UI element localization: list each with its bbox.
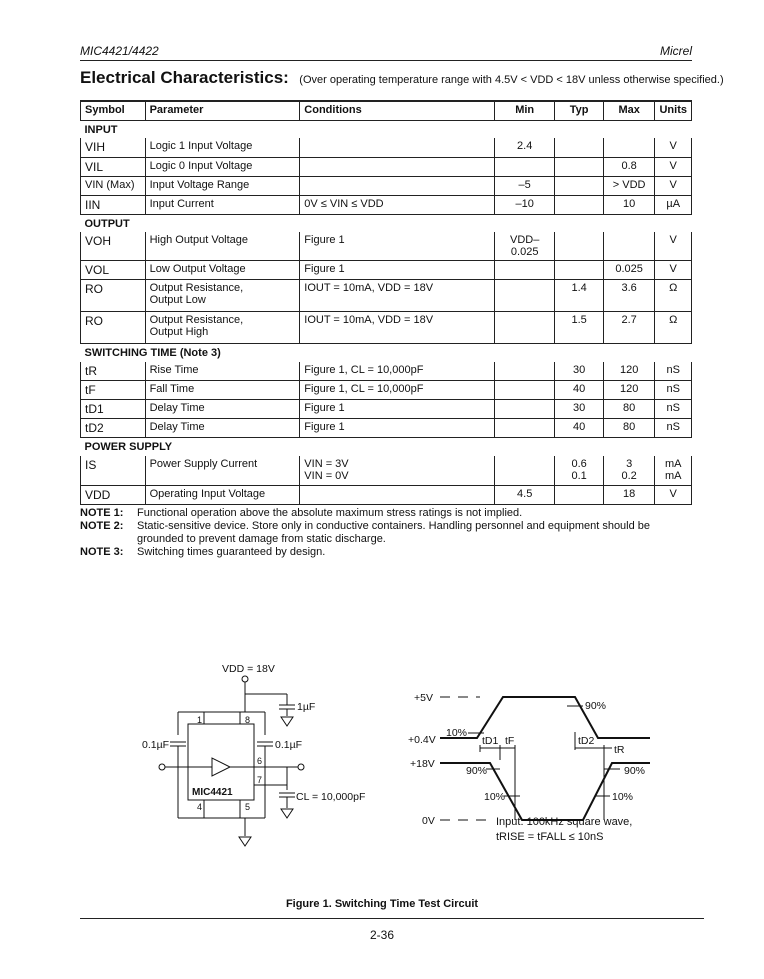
note-item [80, 546, 692, 559]
cap-1uf-label: 1µF [297, 701, 316, 713]
cell-max: 120 [603, 362, 655, 381]
cell-typ [555, 456, 603, 486]
note-label: NOTE 3: [80, 546, 124, 558]
parameter-line: Output Resistance, [149, 314, 244, 326]
note-text: Static-sensitive device. Store only in conductive containers. Handling personnel and equipment should be grounded to prevent damage from static discharge. [137, 520, 651, 545]
cell-conditions [300, 157, 495, 176]
cell-typ: 30 [555, 400, 603, 419]
col-header: Conditions [300, 101, 495, 120]
cell-typ [555, 176, 603, 195]
col-header: Typ [555, 101, 603, 120]
cell-parameter [145, 280, 300, 312]
note-item [80, 520, 692, 546]
cell-units: Ω [655, 312, 692, 344]
table-row [81, 176, 692, 195]
label-90pct-left: 90% [466, 765, 488, 777]
cell-conditions: 0V ≤ VIN ≤ VDD [300, 195, 495, 214]
cell-typ: 1.5 [555, 312, 603, 344]
section-title [80, 68, 724, 88]
vdd-label: VDD = 18V [222, 663, 275, 675]
load-cap-label: CL = 10,000pF [296, 791, 366, 803]
cell-units: V [655, 157, 692, 176]
cell-conditions: IOUT = 10mA, VDD = 18V [300, 312, 495, 344]
cell-typ [555, 232, 603, 261]
col-header: Parameter [145, 101, 300, 120]
input-terminal-icon [159, 764, 165, 770]
cap-left-label: 0.1µF [142, 739, 170, 751]
cell-max: 80 [603, 400, 655, 419]
cell-conditions [300, 138, 495, 157]
section-title-note: (Over operating temperature range with 4.5V < VDD < 18V unless otherwise specified.) [299, 74, 724, 86]
cell-units [655, 456, 692, 486]
note-text: Switching times guaranteed by design. [137, 546, 326, 558]
section-row-power [81, 438, 692, 456]
cell-min: 4.5 [494, 486, 554, 505]
cell-symbol: VOH [81, 232, 146, 261]
cell-symbol: tF [81, 381, 146, 400]
cell-symbol: VIH [81, 138, 146, 157]
label-tr: tR [614, 744, 625, 756]
table-row [81, 381, 692, 400]
cell-max: 120 [603, 381, 655, 400]
notes-block [80, 507, 692, 559]
section-label: POWER SUPPLY [84, 441, 173, 453]
section-label: SWITCHING TIME (Note 3) [84, 347, 221, 359]
label-td1: tD1 [482, 735, 499, 747]
cell-max: 18 [603, 486, 655, 505]
table-row [81, 362, 692, 381]
cell-min [494, 362, 554, 381]
cell-units: V [655, 138, 692, 157]
cell-typ [555, 486, 603, 505]
parameter-line: Output Resistance, [149, 282, 244, 294]
cell-parameter: Input Voltage Range [145, 176, 300, 195]
cell-units: nS [655, 419, 692, 438]
label-10pct-bottom-right: 10% [612, 791, 634, 803]
cap-right-label: 0.1µF [275, 739, 303, 751]
cell-units: nS [655, 381, 692, 400]
doc-part-number: MIC4421/4422 [80, 44, 159, 58]
cell-units: nS [655, 400, 692, 419]
vdd-terminal-icon [242, 676, 248, 682]
table-row [81, 138, 692, 157]
label-10pct-top: 10% [446, 727, 468, 739]
cell-typ: 1.4 [555, 280, 603, 312]
cell-conditions: Figure 1 [300, 232, 495, 261]
cell-min [494, 280, 554, 312]
cell-symbol: tR [81, 362, 146, 381]
cell-parameter: Rise Time [145, 362, 300, 381]
cell-conditions: Figure 1 [300, 261, 495, 280]
cell-conditions [300, 176, 495, 195]
footer-rule [80, 918, 704, 919]
cell-max: 10 [603, 195, 655, 214]
ground-icon [281, 809, 293, 818]
note-item [80, 507, 692, 520]
cell-parameter: Power Supply Current [145, 456, 300, 486]
note-text: Functional operation above the absolute maximum stress ratings is not implied. [137, 507, 523, 519]
table-header-row [81, 101, 692, 120]
table-row [81, 157, 692, 176]
conditions-line: VIN = 0V [304, 469, 349, 482]
doc-brand: Micrel [660, 44, 692, 58]
pin-label: 7 [257, 775, 263, 785]
cell-parameter: Input Current [145, 195, 300, 214]
parameter-line: Output Low [149, 294, 206, 306]
cell-min [494, 381, 554, 400]
cell-max: 0.025 [603, 261, 655, 280]
section-title-bold: Electrical Characteristics: [80, 68, 289, 87]
cell-parameter: Fall Time [145, 381, 300, 400]
cell-max: 2.7 [603, 312, 655, 344]
pin-label: 5 [245, 802, 251, 812]
cell-units: V [655, 261, 692, 280]
note-label: NOTE 2: [80, 520, 124, 532]
cell-min [494, 312, 554, 344]
cell-units: nS [655, 362, 692, 381]
cell-min: –5 [494, 176, 554, 195]
table-row [81, 312, 692, 344]
cell-max: 3.6 [603, 280, 655, 312]
label-90pct-right: 90% [624, 765, 646, 777]
col-header: Units [655, 101, 692, 120]
cell-max: > VDD [603, 176, 655, 195]
switching-test-circuit-figure [0, 650, 764, 880]
max-line: 0.2 [621, 469, 637, 482]
table-row [81, 232, 692, 261]
cell-typ: 40 [555, 419, 603, 438]
test-circuit-schematic [159, 676, 304, 846]
units-line: mA [664, 469, 682, 482]
table-row [81, 280, 692, 312]
parameter-line: Output High [149, 326, 209, 338]
cell-parameter: Low Output Voltage [145, 261, 300, 280]
pin-label: 8 [245, 715, 251, 725]
cell-conditions: Figure 1 [300, 419, 495, 438]
table-row [81, 419, 692, 438]
cell-conditions [300, 486, 495, 505]
cell-parameter: Operating Input Voltage [145, 486, 300, 505]
cell-parameter: Logic 1 Input Voltage [145, 138, 300, 157]
label-td2: tD2 [578, 735, 595, 747]
cell-symbol: tD1 [81, 400, 146, 419]
cell-min: 2.4 [494, 138, 554, 157]
cell-typ [555, 261, 603, 280]
cell-units: V [655, 486, 692, 505]
section-label: OUTPUT [84, 217, 130, 230]
pin-label: 4 [197, 802, 203, 812]
section-row-switching [81, 344, 692, 362]
ground-icon [281, 717, 293, 726]
cell-max: 0.8 [603, 157, 655, 176]
col-header: Max [603, 101, 655, 120]
cell-conditions: Figure 1, CL = 10,000pF [300, 381, 495, 400]
cell-conditions: Figure 1 [300, 400, 495, 419]
buffer-triangle-icon [212, 758, 230, 776]
ground-icon [239, 837, 251, 846]
page-number: 2-36 [369, 928, 395, 942]
cell-symbol: VIL [81, 157, 146, 176]
cell-max [603, 456, 655, 486]
cell-conditions [300, 456, 495, 486]
figure-caption: Figure 1. Switching Time Test Circuit [285, 898, 479, 910]
cell-units: µA [655, 195, 692, 214]
cell-min [494, 419, 554, 438]
col-header: Symbol [81, 101, 146, 120]
input-spec-line2: tRISE = tFALL ≤ 10nS [496, 831, 604, 843]
electrical-characteristics-table [80, 100, 692, 505]
cell-symbol: VOL [81, 261, 146, 280]
cell-typ: 30 [555, 362, 603, 381]
cell-max [603, 138, 655, 157]
cell-symbol: VDD [81, 486, 146, 505]
pin-label: 1 [197, 715, 203, 725]
cell-max: 80 [603, 419, 655, 438]
conditions-line: VIN = 3V [304, 457, 349, 470]
cell-parameter: Delay Time [145, 419, 300, 438]
note-label: NOTE 1: [80, 507, 124, 519]
cell-symbol: IS [81, 456, 146, 486]
cell-symbol: tD2 [81, 419, 146, 438]
cell-conditions: IOUT = 10mA, VDD = 18V [300, 280, 495, 312]
cell-parameter: Logic 0 Input Voltage [145, 157, 300, 176]
input-spec-line1: Input: 100kHz square wave, [496, 816, 633, 828]
table-row [81, 456, 692, 486]
cell-parameter: Delay Time [145, 400, 300, 419]
label-90pct-top: 90% [585, 700, 607, 712]
label-10pct-bottom-left: 10% [484, 791, 506, 803]
table-row [81, 195, 692, 214]
cell-conditions: Figure 1, CL = 10,000pF [300, 362, 495, 381]
pin-label: 6 [257, 756, 263, 766]
cell-symbol: RO [81, 280, 146, 312]
section-row-input [81, 120, 692, 138]
cell-min [494, 157, 554, 176]
typ-line: 0.6 [571, 457, 587, 470]
cell-units: V [655, 176, 692, 195]
label-tf: tF [505, 735, 515, 747]
cell-max [603, 232, 655, 261]
cell-min [494, 456, 554, 486]
cell-units: V [655, 232, 692, 261]
units-line: mA [664, 457, 682, 470]
cell-parameter [145, 312, 300, 344]
label-04v: +0.4V [408, 734, 436, 746]
chip-label: MIC4421 [192, 787, 233, 798]
table-row [81, 486, 692, 505]
cell-typ [555, 157, 603, 176]
label-18v: +18V [410, 758, 435, 770]
typ-line: 0.1 [571, 469, 587, 482]
section-label: INPUT [84, 123, 118, 136]
cell-typ [555, 138, 603, 157]
cell-symbol: VIN (Max) [81, 176, 146, 195]
table-row [81, 400, 692, 419]
cell-units: Ω [655, 280, 692, 312]
header-rule [80, 60, 692, 61]
output-terminal-icon [298, 764, 304, 770]
cell-min: VDD–0.025 [494, 232, 554, 261]
section-row-output [81, 214, 692, 232]
cell-min [494, 400, 554, 419]
cell-symbol: RO [81, 312, 146, 344]
cell-min [494, 261, 554, 280]
table-row [81, 261, 692, 280]
cell-typ [555, 195, 603, 214]
cell-symbol: IIN [81, 195, 146, 214]
label-0v: 0V [422, 815, 435, 827]
max-line: 3 [626, 457, 633, 470]
cell-parameter: High Output Voltage [145, 232, 300, 261]
label-5v: +5V [414, 692, 433, 704]
cell-min: –10 [494, 195, 554, 214]
col-header: Min [494, 101, 554, 120]
cell-typ: 40 [555, 381, 603, 400]
